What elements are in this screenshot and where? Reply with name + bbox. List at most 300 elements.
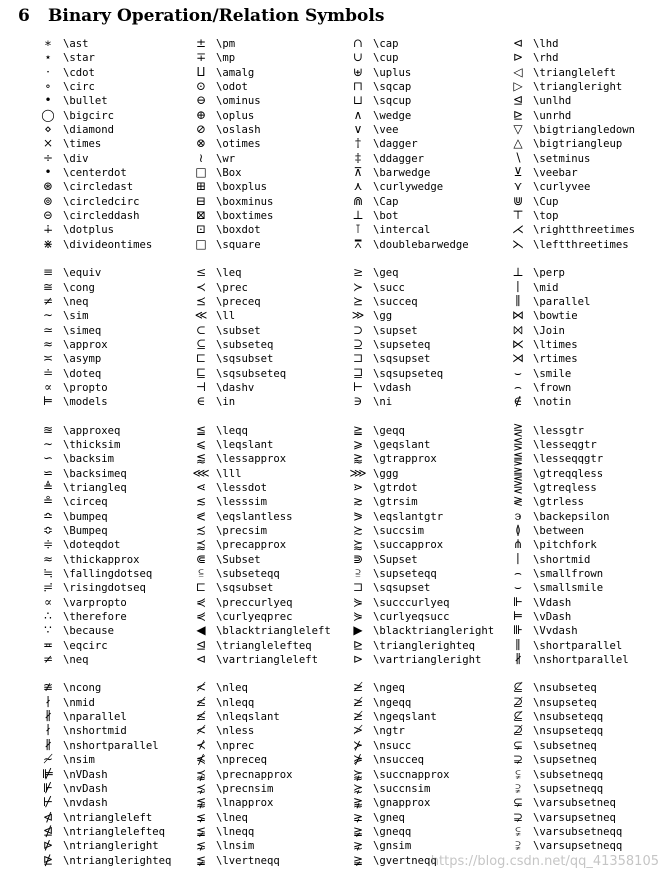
symbol-row [343, 437, 503, 451]
math-symbol: ⪋ [512, 451, 524, 466]
symbol-row [186, 580, 346, 594]
latex-command: \nsupseteq [533, 696, 597, 709]
math-symbol: ∥ [515, 637, 521, 652]
math-symbol: × [42, 136, 54, 151]
math-symbol: ⪇ [195, 809, 207, 824]
latex-command: \rtimes [533, 353, 578, 366]
latex-command: \dotplus [63, 224, 115, 237]
latex-command: \nless [216, 725, 255, 738]
symbol-row [186, 151, 346, 165]
symbol-row [343, 767, 503, 781]
math-symbol: ⋈ [512, 308, 524, 323]
math-symbol: ⊡ [195, 222, 207, 237]
math-symbol: ⩞ [354, 236, 362, 251]
math-symbol: ∴ [44, 609, 52, 624]
symbol-row [343, 781, 503, 795]
math-symbol: ⋉ [512, 336, 524, 351]
symbol-group [343, 423, 503, 667]
math-symbol: ∣ [516, 551, 520, 566]
symbol-row [33, 552, 193, 566]
symbol-row [186, 680, 346, 694]
latex-command: \subset [216, 324, 261, 337]
symbol-row [503, 609, 663, 623]
math-symbol: ≩ [352, 823, 364, 838]
math-symbol: ⊛ [42, 179, 54, 194]
latex-command: \lneqq [216, 825, 255, 838]
symbol-row [33, 366, 193, 380]
math-symbol: ⋎ [513, 179, 523, 194]
math-symbol: ≩ [352, 852, 364, 867]
latex-command: \vartriangleright [373, 654, 482, 667]
latex-command: \circledast [63, 181, 134, 194]
symbol-row [186, 494, 346, 508]
math-symbol: ▽ [513, 122, 523, 137]
symbol-row [503, 380, 663, 394]
math-symbol: ⊋ [512, 809, 524, 824]
latex-command: \lesseqgtr [533, 438, 597, 451]
latex-command: \ntriangleright [63, 840, 159, 853]
math-symbol: ⊐ [352, 351, 364, 366]
math-symbol: ⪈ [352, 809, 364, 824]
math-symbol: ≥ [352, 265, 364, 280]
latex-command: \circeq [63, 496, 108, 509]
symbol-group [33, 36, 193, 251]
math-symbol: ∥ [515, 293, 521, 308]
math-symbol: ⫌ [515, 838, 521, 853]
latex-command: \nleqslant [216, 711, 280, 724]
symbol-row [343, 595, 503, 609]
latex-command: \gg [373, 310, 393, 323]
latex-command: \leqq [216, 424, 248, 437]
math-symbol: ∵ [44, 623, 52, 638]
symbol-row [33, 480, 193, 494]
latex-command: \ominus [216, 95, 261, 108]
symbol-row [186, 237, 346, 251]
latex-command: \simeq [63, 324, 102, 337]
math-symbol: ≿ [352, 523, 364, 537]
symbol-row [503, 810, 663, 824]
section-number: 6 [18, 6, 30, 26]
math-symbol: □ [195, 236, 207, 251]
symbol-row [33, 738, 193, 752]
latex-command: \preceq [216, 295, 261, 308]
latex-command: \lnapprox [216, 797, 274, 810]
symbol-row [186, 380, 346, 394]
math-symbol: ≦ [195, 422, 207, 437]
symbol-row [33, 280, 193, 294]
symbol-row [186, 179, 346, 193]
symbol-row [343, 208, 503, 222]
math-symbol: ≊ [42, 422, 54, 437]
latex-command: \sqsupset [373, 582, 431, 595]
math-symbol: ∝ [43, 594, 53, 609]
latex-command: \sim [63, 310, 89, 323]
latex-command: \nleq [216, 682, 248, 695]
symbol-row [343, 509, 503, 523]
math-symbol: ⊮ [42, 780, 54, 795]
latex-command: \diamond [63, 124, 115, 137]
latex-command: \bowtie [533, 310, 578, 323]
latex-command: \varsupsetneqq [533, 840, 623, 853]
math-symbol: ≠ [42, 293, 54, 308]
latex-command: \gtreqless [533, 481, 597, 494]
latex-command: \trianglerighteq [373, 639, 476, 652]
math-symbol: ⋞ [195, 609, 207, 624]
latex-command: \supsetneqq [533, 782, 604, 795]
symbol-row [186, 810, 346, 824]
symbol-row [186, 609, 346, 623]
latex-command: \nvDash [63, 782, 108, 795]
symbol-row [343, 294, 503, 308]
symbol-row [33, 79, 193, 93]
math-symbol: ≀ [198, 150, 204, 165]
symbol-row [343, 824, 503, 838]
latex-command: \ncong [63, 682, 102, 695]
latex-command: \nsupseteqq [533, 725, 604, 738]
latex-command: \amalg [216, 66, 255, 79]
latex-command: \gneqq [373, 825, 412, 838]
latex-command: \nshortparallel [63, 739, 159, 752]
math-symbol: ⪺ [352, 766, 364, 781]
math-symbol: ≖ [42, 637, 54, 652]
latex-command: \nparallel [63, 711, 127, 724]
latex-command: \triangleleft [533, 66, 616, 79]
math-symbol: ± [195, 36, 207, 50]
math-symbol: ⪌ [512, 465, 524, 480]
symbol-row [343, 795, 503, 809]
math-symbol: ⋟ [352, 609, 364, 624]
symbol-row [503, 194, 663, 208]
symbol-row [186, 136, 346, 150]
symbol-row [186, 523, 346, 537]
latex-command: \supseteq [373, 338, 431, 351]
math-symbol: ∦ [44, 737, 52, 752]
latex-command: \odot [216, 81, 248, 94]
latex-command: \bullet [63, 95, 108, 108]
latex-command: \lessgtr [533, 424, 585, 437]
latex-command: \preccurlyeq [216, 596, 293, 609]
symbol-row [33, 523, 193, 537]
latex-command: \ast [63, 38, 89, 50]
latex-command: \sqsupseteq [373, 367, 444, 380]
symbol-row [503, 767, 663, 781]
math-symbol: ∩ [352, 36, 364, 50]
math-symbol: ⊝ [42, 208, 54, 223]
symbol-row [33, 294, 193, 308]
symbol-row [33, 337, 193, 351]
latex-command: \times [63, 138, 102, 151]
symbol-row [503, 122, 663, 136]
math-symbol: ≮ [195, 680, 207, 695]
symbol-row [33, 723, 193, 737]
symbol-row [33, 50, 193, 64]
symbol-row [503, 580, 663, 594]
latex-command: \nsim [63, 754, 95, 767]
latex-command: \Vvdash [533, 625, 578, 638]
symbol-row [33, 494, 193, 508]
symbol-row [503, 165, 663, 179]
latex-command: \thicksim [63, 438, 121, 451]
latex-command: \shortmid [533, 553, 591, 566]
symbol-row [503, 50, 663, 64]
symbol-row [503, 208, 663, 222]
symbol-row [186, 294, 346, 308]
latex-command: \pm [216, 38, 236, 50]
math-symbol: ⋧ [352, 838, 364, 853]
latex-command: \supset [373, 324, 418, 337]
math-symbol: ⌢ [514, 566, 522, 581]
symbol-row [343, 237, 503, 251]
symbol-row [343, 366, 503, 380]
math-symbol: ⊣ [195, 379, 207, 394]
math-symbol: ⊗ [195, 136, 207, 151]
math-symbol: ⩽ [195, 436, 207, 451]
math-symbol: ∗ [43, 36, 53, 50]
math-symbol: ⋪ [42, 809, 54, 824]
symbol-row [33, 93, 193, 107]
symbol-row [33, 36, 193, 50]
latex-command: \neq [63, 295, 89, 308]
symbol-row [33, 795, 193, 809]
symbol-row [186, 652, 346, 666]
math-symbol: ⊉ [512, 694, 524, 709]
symbol-row [503, 466, 663, 480]
latex-command: \boxtimes [216, 210, 274, 223]
math-symbol: ≾ [195, 523, 207, 537]
symbol-row [33, 194, 193, 208]
symbol-row [343, 652, 503, 666]
symbol-row [33, 810, 193, 824]
latex-command: \sqsupset [373, 353, 431, 366]
math-symbol: ϶ [514, 508, 522, 523]
latex-command: \nsucceq [373, 754, 425, 767]
symbol-row [343, 695, 503, 709]
symbol-row [343, 609, 503, 623]
math-symbol: ∣ [516, 279, 520, 294]
math-symbol: ≧ [352, 422, 364, 437]
math-symbol: ∈ [196, 394, 206, 409]
symbol-row [503, 595, 663, 609]
math-symbol: ⊏ [195, 580, 207, 595]
math-symbol: ⌣ [514, 580, 522, 595]
math-symbol: † [355, 136, 361, 151]
symbol-row [33, 437, 193, 451]
latex-command: \supsetneq [533, 754, 597, 767]
latex-command: \curlyeqsucc [373, 611, 450, 624]
symbol-row [343, 580, 503, 594]
math-symbol: ∪ [352, 50, 364, 65]
symbol-row [343, 351, 503, 365]
math-symbol: ⋌ [512, 222, 524, 237]
latex-command: \eqslantless [216, 510, 293, 523]
math-symbol: ⊒ [352, 365, 364, 380]
math-symbol: ⊕ [195, 107, 207, 122]
symbol-row [186, 308, 346, 322]
symbol-row [33, 509, 193, 523]
symbol-row [186, 208, 346, 222]
latex-command: \mid [533, 281, 559, 294]
symbol-row [343, 194, 503, 208]
latex-command: \leqslant [216, 438, 274, 451]
symbol-row [343, 280, 503, 294]
math-symbol: ≈ [42, 336, 54, 351]
symbol-row [186, 451, 346, 465]
math-symbol: ⫌ [515, 780, 521, 795]
latex-command: \ddagger [373, 152, 425, 165]
math-symbol: ⊖ [195, 93, 207, 108]
latex-command: \Box [216, 167, 242, 180]
latex-command: \Join [533, 324, 565, 337]
math-symbol: ⋫ [42, 838, 54, 853]
math-symbol: ⊔ [352, 93, 364, 108]
symbol-row [343, 79, 503, 93]
latex-command: \ntrianglerighteq [63, 854, 172, 867]
latex-command: \ni [373, 396, 393, 409]
math-symbol: ⊏ [195, 351, 207, 366]
math-symbol: ≜ [42, 479, 54, 494]
symbol-row [503, 537, 663, 551]
symbol-row [186, 351, 346, 365]
latex-command: \bigtriangleup [533, 138, 623, 151]
symbol-row [343, 65, 503, 79]
symbol-row [503, 523, 663, 537]
math-symbol: ⋑ [352, 551, 364, 566]
latex-command: \circ [63, 81, 95, 94]
math-symbol: ⊤ [512, 208, 524, 223]
math-symbol: ≷ [512, 494, 524, 509]
symbol-row [186, 723, 346, 737]
math-symbol: ⊴ [512, 93, 524, 108]
latex-command: \succeq [373, 295, 418, 308]
latex-command: \precsim [216, 525, 268, 537]
symbol-row [343, 709, 503, 723]
latex-command: \centerdot [63, 167, 127, 180]
math-symbol: ⊲ [512, 36, 524, 50]
math-symbol: ⊀ [195, 737, 207, 752]
math-symbol: ⋚ [512, 436, 524, 451]
math-symbol: ⋦ [195, 838, 207, 853]
latex-command: \gtrdot [373, 481, 418, 494]
latex-command: \gneq [373, 811, 405, 824]
latex-command: \varpropto [63, 596, 127, 609]
math-symbol: ⊳ [352, 652, 364, 667]
latex-command: \lvertneqq [216, 854, 280, 867]
symbol-row [186, 65, 346, 79]
symbol-row [503, 108, 663, 122]
math-symbol: ⋍ [42, 465, 54, 480]
latex-command: \nvdash [63, 797, 108, 810]
symbol-row [186, 194, 346, 208]
math-symbol: ⊙ [195, 79, 207, 94]
math-symbol: ⊇ [352, 336, 364, 351]
latex-command: \lhd [533, 38, 559, 50]
symbol-row [343, 380, 503, 394]
latex-command: \propto [63, 381, 108, 394]
symbol-row [503, 280, 663, 294]
symbol-row [33, 308, 193, 322]
symbol-row [343, 738, 503, 752]
math-symbol: ∝ [43, 379, 53, 394]
latex-command: \equiv [63, 267, 102, 280]
math-symbol: ≤ [195, 265, 207, 280]
symbol-group [503, 36, 663, 251]
symbol-row [33, 108, 193, 122]
math-symbol: ≰ [195, 709, 207, 724]
math-symbol: · [46, 64, 50, 79]
symbol-row [186, 838, 346, 852]
latex-command: \wr [216, 152, 236, 165]
symbol-row [186, 509, 346, 523]
symbol-row [33, 566, 193, 580]
math-symbol: ≑ [42, 537, 54, 552]
latex-command: \doteq [63, 367, 102, 380]
latex-command: \lesseqqgtr [533, 453, 604, 466]
math-symbol: ≅ [42, 279, 54, 294]
symbol-row [503, 509, 663, 523]
latex-command: \between [533, 525, 585, 537]
section-title: Binary Operation/Relation Symbols [48, 6, 385, 26]
latex-command: \ggg [373, 467, 399, 480]
symbol-row [343, 466, 503, 480]
latex-command: \eqslantgtr [373, 510, 444, 523]
latex-command: \precnapprox [216, 768, 293, 781]
symbol-row [33, 853, 193, 867]
latex-command: \gtrless [533, 496, 585, 509]
latex-command: \bot [373, 210, 399, 223]
latex-command: \Bumpeq [63, 525, 108, 537]
math-symbol: ⊓ [352, 79, 364, 94]
symbol-group [33, 265, 193, 408]
symbol-group [343, 265, 503, 408]
latex-command: \unrhd [533, 109, 572, 122]
latex-command: \ngeq [373, 682, 405, 695]
symbol-row [343, 566, 503, 580]
latex-command: \gtrsim [373, 496, 418, 509]
section-heading [18, 6, 384, 26]
latex-command: \subseteqq [216, 568, 280, 581]
math-symbol: ⋘ [192, 465, 210, 480]
math-symbol: ⊈ [512, 709, 524, 724]
math-symbol: ⪹ [195, 766, 207, 781]
watermark: https://blog.csdn.net/qq_41358105 [430, 854, 659, 869]
latex-command: \risingdotseq [63, 582, 146, 595]
math-symbol: ⊪ [512, 623, 524, 638]
latex-command: \rightthreetimes [533, 224, 636, 237]
latex-command: \dagger [373, 138, 418, 151]
math-symbol: ⊈ [512, 680, 524, 695]
symbol-row [33, 179, 193, 193]
math-symbol: ⨿ [196, 64, 206, 79]
symbol-row [343, 136, 503, 150]
math-symbol: ⋊ [512, 351, 524, 366]
symbol-row [33, 394, 193, 408]
math-symbol: ≫ [351, 308, 365, 323]
symbol-row [343, 323, 503, 337]
symbol-row [33, 838, 193, 852]
math-symbol: ≠ [42, 652, 54, 667]
math-symbol: ‡ [355, 150, 361, 165]
math-symbol: ∤ [45, 723, 51, 738]
math-symbol: ⋒ [352, 193, 364, 208]
latex-command: \triangleright [533, 81, 623, 94]
symbol-row [343, 36, 503, 50]
latex-command: \curlywedge [373, 181, 444, 194]
symbol-row [503, 623, 663, 637]
latex-command: \oplus [216, 109, 255, 122]
math-symbol: ⋞ [195, 594, 207, 609]
math-symbol: ⋡ [352, 752, 364, 767]
symbol-row [503, 323, 663, 337]
